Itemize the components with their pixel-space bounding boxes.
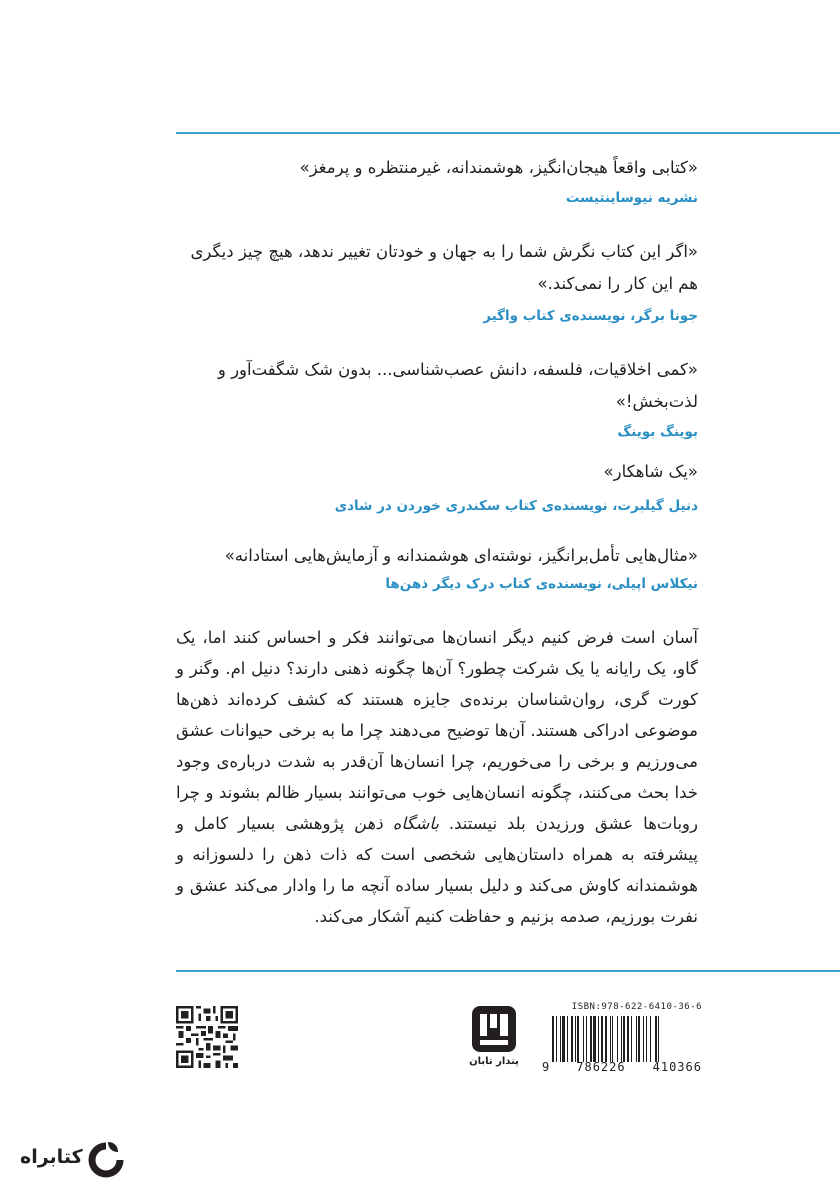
barcode-bar: [590, 1016, 592, 1062]
barcode-bar: [577, 1016, 579, 1062]
barcode-bar: [610, 1016, 611, 1062]
barcode-bar: [567, 1016, 568, 1062]
quote-block-1: [176, 152, 698, 210]
barcode-bar: [636, 1016, 637, 1062]
quote-text: «یک شاهکار»: [603, 462, 698, 481]
barcode-digits: [542, 1060, 702, 1074]
barcode-bars: [552, 1016, 700, 1062]
barcode-bar: [560, 1016, 561, 1062]
barcode-bar: [556, 1016, 557, 1062]
publisher-logo: [468, 1004, 520, 1070]
quote-text: «مثال‌هایی تأمل‌برانگیز، نوشته‌ای هوشمندانه و آزمایش‌هایی استادانه»: [224, 546, 698, 565]
barcode-bar: [612, 1016, 613, 1062]
barcode-digit-prefix: 9: [542, 1060, 550, 1074]
barcode-bar: [627, 1016, 629, 1062]
barcode-bar: [605, 1016, 607, 1062]
barcode-bar: [571, 1016, 573, 1062]
publisher-mark-icon: [468, 1004, 520, 1054]
publisher-name: پندار تابان: [469, 1056, 519, 1067]
barcode-bar: [643, 1016, 644, 1062]
barcode-bar: [575, 1016, 576, 1062]
description-text-continued: پژوهشی بسیار کامل و پیشرفته به همراه داستان‌هایی شخصی است که ذات ذهن را دلسوزانه و هوشمندانه کاوش می‌کند و دلیل بسیار ساده آنچه ما را وادار می‌کند عشق و نفرت بورزیم، صدمه بزنیم و حفاظت کنیم آشکار می‌کند.: [176, 814, 698, 926]
barcode-bar: [617, 1016, 618, 1062]
book-title-inline: باشگاه ذهن: [354, 814, 439, 833]
barcode-bar: [655, 1016, 657, 1062]
site-logo-text: کتابراه: [20, 1146, 83, 1168]
barcode-digit-group-1: 786226: [576, 1060, 626, 1074]
barcode-bar: [658, 1016, 659, 1062]
top-divider: [176, 132, 840, 134]
quote-attribution: بوینگ بوینگ: [617, 424, 698, 440]
description-text: آسان است فرض کنیم دیگر انسان‌ها می‌توانند فکر و احساس کنند اما، یک گاو، یک رایانه یا یک شرکت چطور؟ آن‌ها چگونه ذهنی دارند؟ دنیل ام. وگنر و کورت گری، روان‌شناسان برنده‌ی جایزه هستند که کشف کرده‌اند ذهن‌ها موضوعی ادراکی هستند. آن‌ها توضیح می‌دهند چرا ما به برخی حیوانات عشق می‌ورزیم و برخی را می‌خوریم، چرا انسان‌ها آن‌قدر به شدت درباره‌ی وجود خدا بحث می‌کنند، چگونه انسان‌هایی خوب می‌توانند بسیار ظالم بشوند و چرا روبات‌ها عشق ورزیدن بلد نیستند.: [176, 628, 698, 833]
qr-code-icon: [176, 1006, 238, 1068]
barcode-bar: [552, 1016, 554, 1062]
quote-block-5: [176, 540, 698, 596]
barcode-bar: [631, 1016, 632, 1062]
quote-text: «کتابی واقعاً هیجان‌انگیز، هوشمندانه، غیرمنتظره و پرمغز»: [299, 158, 698, 177]
barcode-bar: [601, 1016, 603, 1062]
quote-attribution: نیکلاس اپیلی، نویسنده‌ی کتاب درک دیگر ذهن‌ها: [385, 576, 698, 592]
barcode-bar: [598, 1016, 599, 1062]
barcode-bar: [593, 1016, 596, 1062]
quote-text: «کمی اخلاقیات، فلسفه، دانش عصب‌شناسی... بدون شک شگفت‌آور و لذت‌بخش!»: [217, 360, 698, 411]
barcode-bar: [586, 1016, 587, 1062]
site-logo-icon: [88, 1140, 124, 1180]
barcode-bar: [621, 1016, 622, 1062]
quote-block-3: [176, 354, 698, 444]
quote-attribution: دنیل گیلبرت، نویسنده‌ی کتاب سکندری خوردن در شادی: [334, 498, 698, 514]
isbn-label: ISBN:978-622-6410-36-6: [571, 1002, 702, 1012]
barcode-bar: [562, 1016, 565, 1062]
barcode-digit-group-2: 410366: [652, 1060, 702, 1074]
barcode-bar: [623, 1016, 625, 1062]
quote-text: «اگر این کتاب نگرش شما را به جهان و خودتان تغییر ندهد، هیچ چیز دیگری هم این کار را نمی‌کند.»: [190, 242, 698, 293]
quote-block-4: [176, 456, 698, 518]
quote-attribution: جونا برگر، نویسنده‌ی کتاب واگیر: [483, 308, 698, 324]
book-description: [176, 622, 698, 932]
isbn-barcode: [542, 1002, 702, 1074]
site-logo: [20, 1140, 124, 1180]
quote-attribution: نشریه نیوساینتیست: [565, 190, 698, 206]
barcode-bar: [583, 1016, 584, 1062]
quote-block-2: [176, 236, 698, 328]
bottom-divider: [176, 970, 840, 972]
barcode-bar: [638, 1016, 640, 1062]
barcode-bar: [650, 1016, 651, 1062]
barcode-bar: [646, 1016, 647, 1062]
